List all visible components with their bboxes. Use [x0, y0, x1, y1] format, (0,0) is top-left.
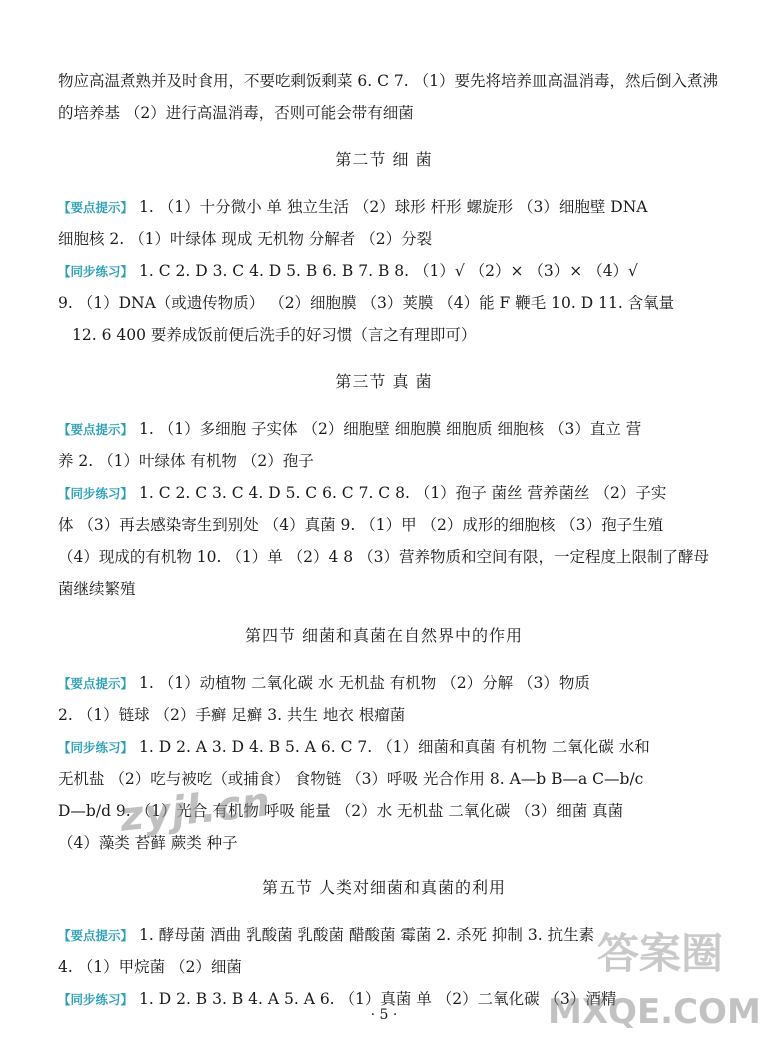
section2-practice-text-1: 1. C 2. D 3. C 4. D 5. B 6. B 7. B 8. （1）√ （2）× （3）× （4）√	[139, 262, 638, 280]
section4-practice-line-3: D—b/d 9. （1）光合 有机物 呼吸 能量 （2）水 无机盐 二氧化碳 （3）细菌 真菌	[58, 802, 624, 820]
section3-practice-line-3: （4）现成的有机物 10. （1）单 （2）4 8 （3）营养物质和空间有限，一定程度上限制了酵母	[58, 548, 709, 566]
section3-key-line-2: 养 2. （1）叶绿体 有机物 （2）孢子	[58, 452, 314, 470]
practice-tag: 【同步练习】	[58, 740, 134, 755]
section4-practice-text-1: 1. D 2. A 3. D 4. B 5. A 6. C 7. （1）细菌和真菌 有机物 二氧化碳 水和	[139, 738, 650, 756]
section4-practice-line-4: （4）藻类 苔藓 蕨类 种子	[58, 834, 238, 852]
key-points-tag: 【要点提示】	[58, 928, 134, 943]
section3-practice-line-4: 菌继续繁殖	[58, 580, 136, 598]
key-points-tag: 【要点提示】	[58, 422, 134, 437]
section3-practice-line-1	[58, 482, 728, 505]
section3-practice-line-2: 体 （3）再去感染寄生到别处 （4）真菌 9. （1）甲 （2）成形的细胞核 （3）孢子生殖	[58, 516, 664, 534]
section2-key-line-2: 细胞核 2. （1）叶绿体 现成 无机物 分解者 （2）分裂	[58, 230, 433, 248]
page-number: · 5 ·	[370, 1007, 398, 1023]
section4-practice-line-2: 无机盐 （2）吃与被吃（或捕食） 食物链 （3）呼吸 光合作用 8. A—b B—a C—b/c	[58, 770, 644, 788]
section3-key-text-1: 1. （1）多细胞 子实体 （2）细胞壁 细胞膜 细胞质 细胞核 （3）直立 营	[139, 420, 642, 438]
practice-tag: 【同步练习】	[58, 992, 134, 1007]
practice-tag: 【同步练习】	[58, 486, 134, 501]
section3-practice-text-1: 1. C 2. C 3. C 4. D 5. C 6. C 7. C 8. （1）孢子 菌丝 营养菌丝 （2）子实	[139, 484, 667, 502]
watermark-logo: 答案圈	[596, 929, 723, 978]
intro-line-2: 的培养基 （2）进行高温消毒，否则可能会带有细菌	[58, 104, 414, 122]
key-points-tag: 【要点提示】	[58, 200, 134, 215]
section5-key-text-1: 1. 酵母菌 酒曲 乳酸菌 乳酸菌 醋酸菌 霉菌 2. 杀死 抑制 3. 抗生素	[139, 926, 595, 944]
section2-practice-line-3: 12. 6 400 要养成饭前便后洗手的好习惯（言之有理即可）	[72, 326, 477, 344]
section3-key-line-1	[58, 418, 728, 441]
section2-practice-line-1	[58, 260, 728, 283]
section3-title: 第三节 真 菌	[335, 372, 433, 391]
practice-tag: 【同步练习】	[58, 264, 134, 279]
section2-key-text-1: 1. （1）十分微小 单 独立生活 （2）球形 杆形 螺旋形 （3）细胞壁 DNA	[139, 198, 648, 216]
section5-practice-text-1: 1. D 2. B 3. B 4. A 5. A 6. （1）真菌 单 （2）二氧化碳 （3）酒精	[139, 990, 617, 1008]
section4-practice-line-1	[58, 736, 728, 759]
section4-title: 第四节 细菌和真菌在自然界中的作用	[244, 626, 524, 645]
section4-key-line-2: 2. （1）链球 （2）手癣 足癣 3. 共生 地衣 根瘤菌	[58, 706, 406, 724]
key-points-tag: 【要点提示】	[58, 676, 134, 691]
section4-key-text-1: 1. （1）动植物 二氧化碳 水 无机盐 有机物 （2）分解 （3）物质	[139, 674, 590, 692]
section2-practice-line-2: 9. （1）DNA（或遗传物质） （2）细胞膜 （3）荚膜 （4）能 F 鞭毛 10. D 11. 含氧量	[58, 294, 675, 312]
section5-key-line-2: 4. （1）甲烷菌 （2）细菌	[58, 958, 242, 976]
watermark-left: zyjl.cn	[118, 779, 274, 841]
watermark-url: MXQE.COM	[548, 992, 761, 1032]
section2-title: 第二节 细 菌	[335, 150, 433, 169]
intro-line-1: 物应高温煮熟并及时食用，不要吃剩饭剩菜 6. C 7. （1）要先将培养皿高温消毒，然后倒入煮沸	[58, 72, 719, 90]
section5-title: 第五节 人类对细菌和真菌的利用	[261, 878, 507, 897]
section2-key-line-1	[58, 196, 728, 219]
section4-key-line-1	[58, 672, 728, 695]
